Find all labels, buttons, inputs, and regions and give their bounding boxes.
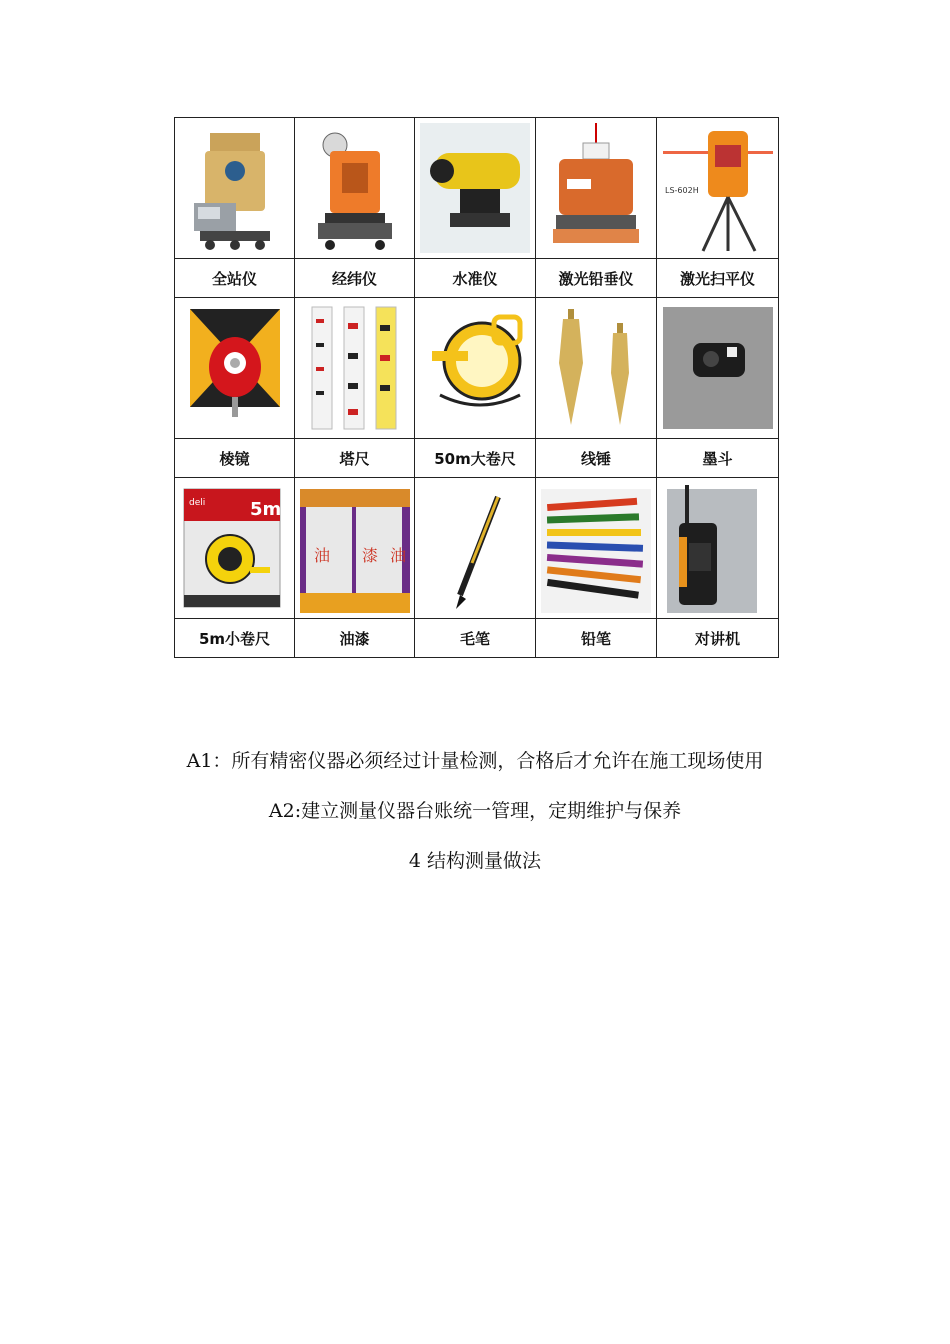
label-brush: 毛笔: [415, 619, 536, 658]
paint-can-char-2: 漆: [361, 546, 378, 565]
label-staff: 塔尺: [295, 439, 415, 478]
laser-plummet-image: [536, 118, 657, 259]
label-level: 水准仪: [415, 259, 536, 298]
pencils-image: [536, 478, 657, 619]
section-heading: 4 结构测量做法: [408, 850, 542, 872]
instrument-table-container: [174, 117, 778, 661]
staff-image: [295, 298, 415, 439]
label-laser-plummet: 激光铅垂仪: [536, 259, 657, 298]
laser-level-model-label: LS-602H: [664, 186, 699, 195]
plumb-bob-image: [536, 298, 657, 439]
label-walkie-talkie: 对讲机: [657, 619, 779, 658]
paint-can-char-1: 油: [313, 546, 330, 565]
ink-line-image: [657, 298, 779, 439]
label-laser-level: 激光扫平仪: [657, 259, 779, 298]
label-theodolite: 经纬仪: [295, 259, 415, 298]
total-station-image: [175, 118, 295, 259]
long-tape-image: [415, 298, 536, 439]
tape-size-label: 5m: [249, 499, 281, 520]
paint-can-char-3: 油: [389, 546, 406, 565]
paint-image: [295, 478, 415, 619]
prism-image: [175, 298, 295, 439]
label-plumb-bob: 线锤: [536, 439, 657, 478]
level-image: [415, 118, 536, 259]
label-small-tape: 5m小卷尺: [175, 619, 295, 658]
brush-image: [415, 478, 536, 619]
label-total-station: 全站仪: [175, 259, 295, 298]
paragraph-a1: A1：所有精密仪器必须经过计量检测，合格后才允许在施工现场使用: [186, 750, 764, 772]
theodolite-image: [295, 118, 415, 259]
label-paint: 油漆: [295, 619, 415, 658]
label-long-tape: 50m大卷尺: [415, 439, 536, 478]
tape-brand-label: deli: [188, 498, 205, 508]
walkie-talkie-image: [657, 478, 779, 619]
small-tape-image: [175, 478, 295, 619]
label-ink-line: 墨斗: [657, 439, 779, 478]
label-pencil: 铅笔: [536, 619, 657, 658]
paragraph-a2: A2:建立测量仪器台账统一管理，定期维护与保养: [268, 800, 682, 822]
laser-level-image: [657, 118, 779, 259]
instrument-table: [174, 117, 779, 658]
label-prism: 棱镜: [175, 439, 295, 478]
